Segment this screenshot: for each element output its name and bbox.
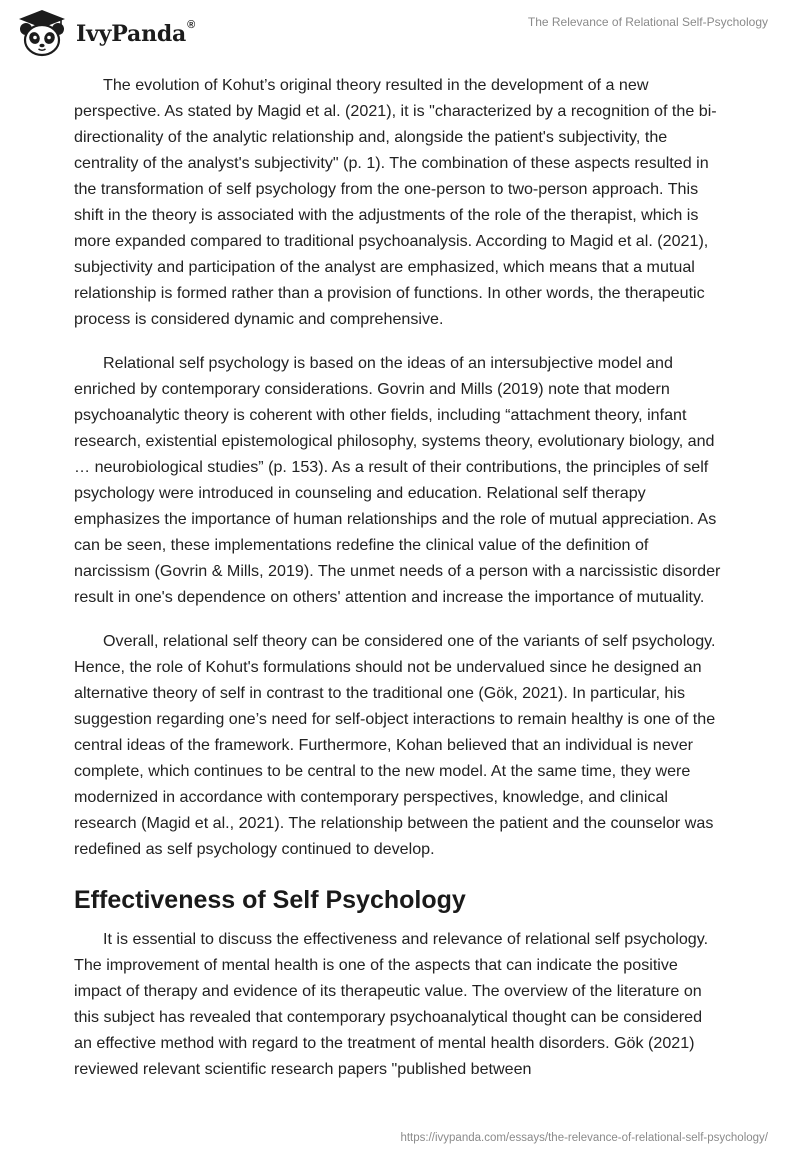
source-url[interactable]: https://ivypanda.com/essays/the-relevance-of-relational-self-psychology/ <box>400 1132 768 1144</box>
section-heading: Effectiveness of Self Psychology <box>74 886 466 914</box>
essay-body <box>74 72 724 1100</box>
body-paragraph: It is essential to discuss the effectiveness and relevance of relational self psychology. The improvement of mental health is one of the aspects that can indicate the positive impact of therapy and evidence of its therapeutic value. The overview of the literature on this subject has revealed that contemporary psychoanalytical thought can be considered an effective method with regard to the treatment of mental health disorders. Gök (2021) reviewed relevant scientific research papers "published between <box>74 930 709 1078</box>
body-paragraph: Relational self psychology is based on the ideas of an intersubjective model and enriched by contemporary considerations. Govrin and Mills (2019) note that modern psychoanalytic theory is coherent with other fields, including “attachment theory, infant research, existential epistemological philosophy, systems theory, evolutionary biology, and … neurobiological studies” (p. 153). As a result of their contributions, the principles of self psychology were introduced in counseling and education. Relational self therapy emphasizes the importance of human relationships and the role of mutual appreciation. As can be seen, these implementations redefine the clinical value of the definition of narcissism (Govrin & Mills, 2019). The unmet needs of a person with a narcissistic disorder result in one's dependence on others' attention and increase the importance of mutuality. <box>74 354 721 606</box>
brand-logo[interactable] <box>14 7 195 61</box>
page-header <box>0 0 800 70</box>
brand-name: IvyPanda <box>76 21 187 47</box>
document-title: The Relevance of Relational Self-Psychology <box>527 15 768 29</box>
registered-mark: ® <box>187 19 196 31</box>
body-paragraph: Overall, relational self theory can be considered one of the variants of self psychology. Hence, the role of Kohut's formulations should not be undervalued since he designed an alternative theory of self in contrast to the traditional one (Gök, 2021). In particular, his suggestion regarding one’s need for self-object interactions to remain healthy is one of the central ideas of the framework. Furthermore, Kohan believed that an individual is never complete, which continues to be central to the new model. At the same time, they were modernized in accordance with contemporary perspectives, knowledge, and clinical research (Magid et al., 2021). The relationship between the patient and the counselor was redefined as self psychology continued to develop. <box>74 632 716 858</box>
panda-graduate-icon <box>14 7 70 61</box>
body-paragraph: The evolution of Kohut’s original theory resulted in the development of a new perspective. As stated by Magid et al. (2021), it is "characterized by a recognition of the bi-directionality of the analytic relationship and, alongside the patient's subjectivity, the centrality of the analyst's subjectivity" (p. 1). The combination of these aspects resulted in the transformation of self psychology from the one-person to two-person approach. This shift in the theory is associated with the adjustments of the role of the therapist, which is more expanded compared to traditional psychoanalysis. According to Magid et al. (2021), subjectivity and participation of the analyst are emphasized, which means that a mutual relationship is formed rather than a provision of functions. In other words, the therapeutic process is considered dynamic and comprehensive. <box>74 76 717 328</box>
